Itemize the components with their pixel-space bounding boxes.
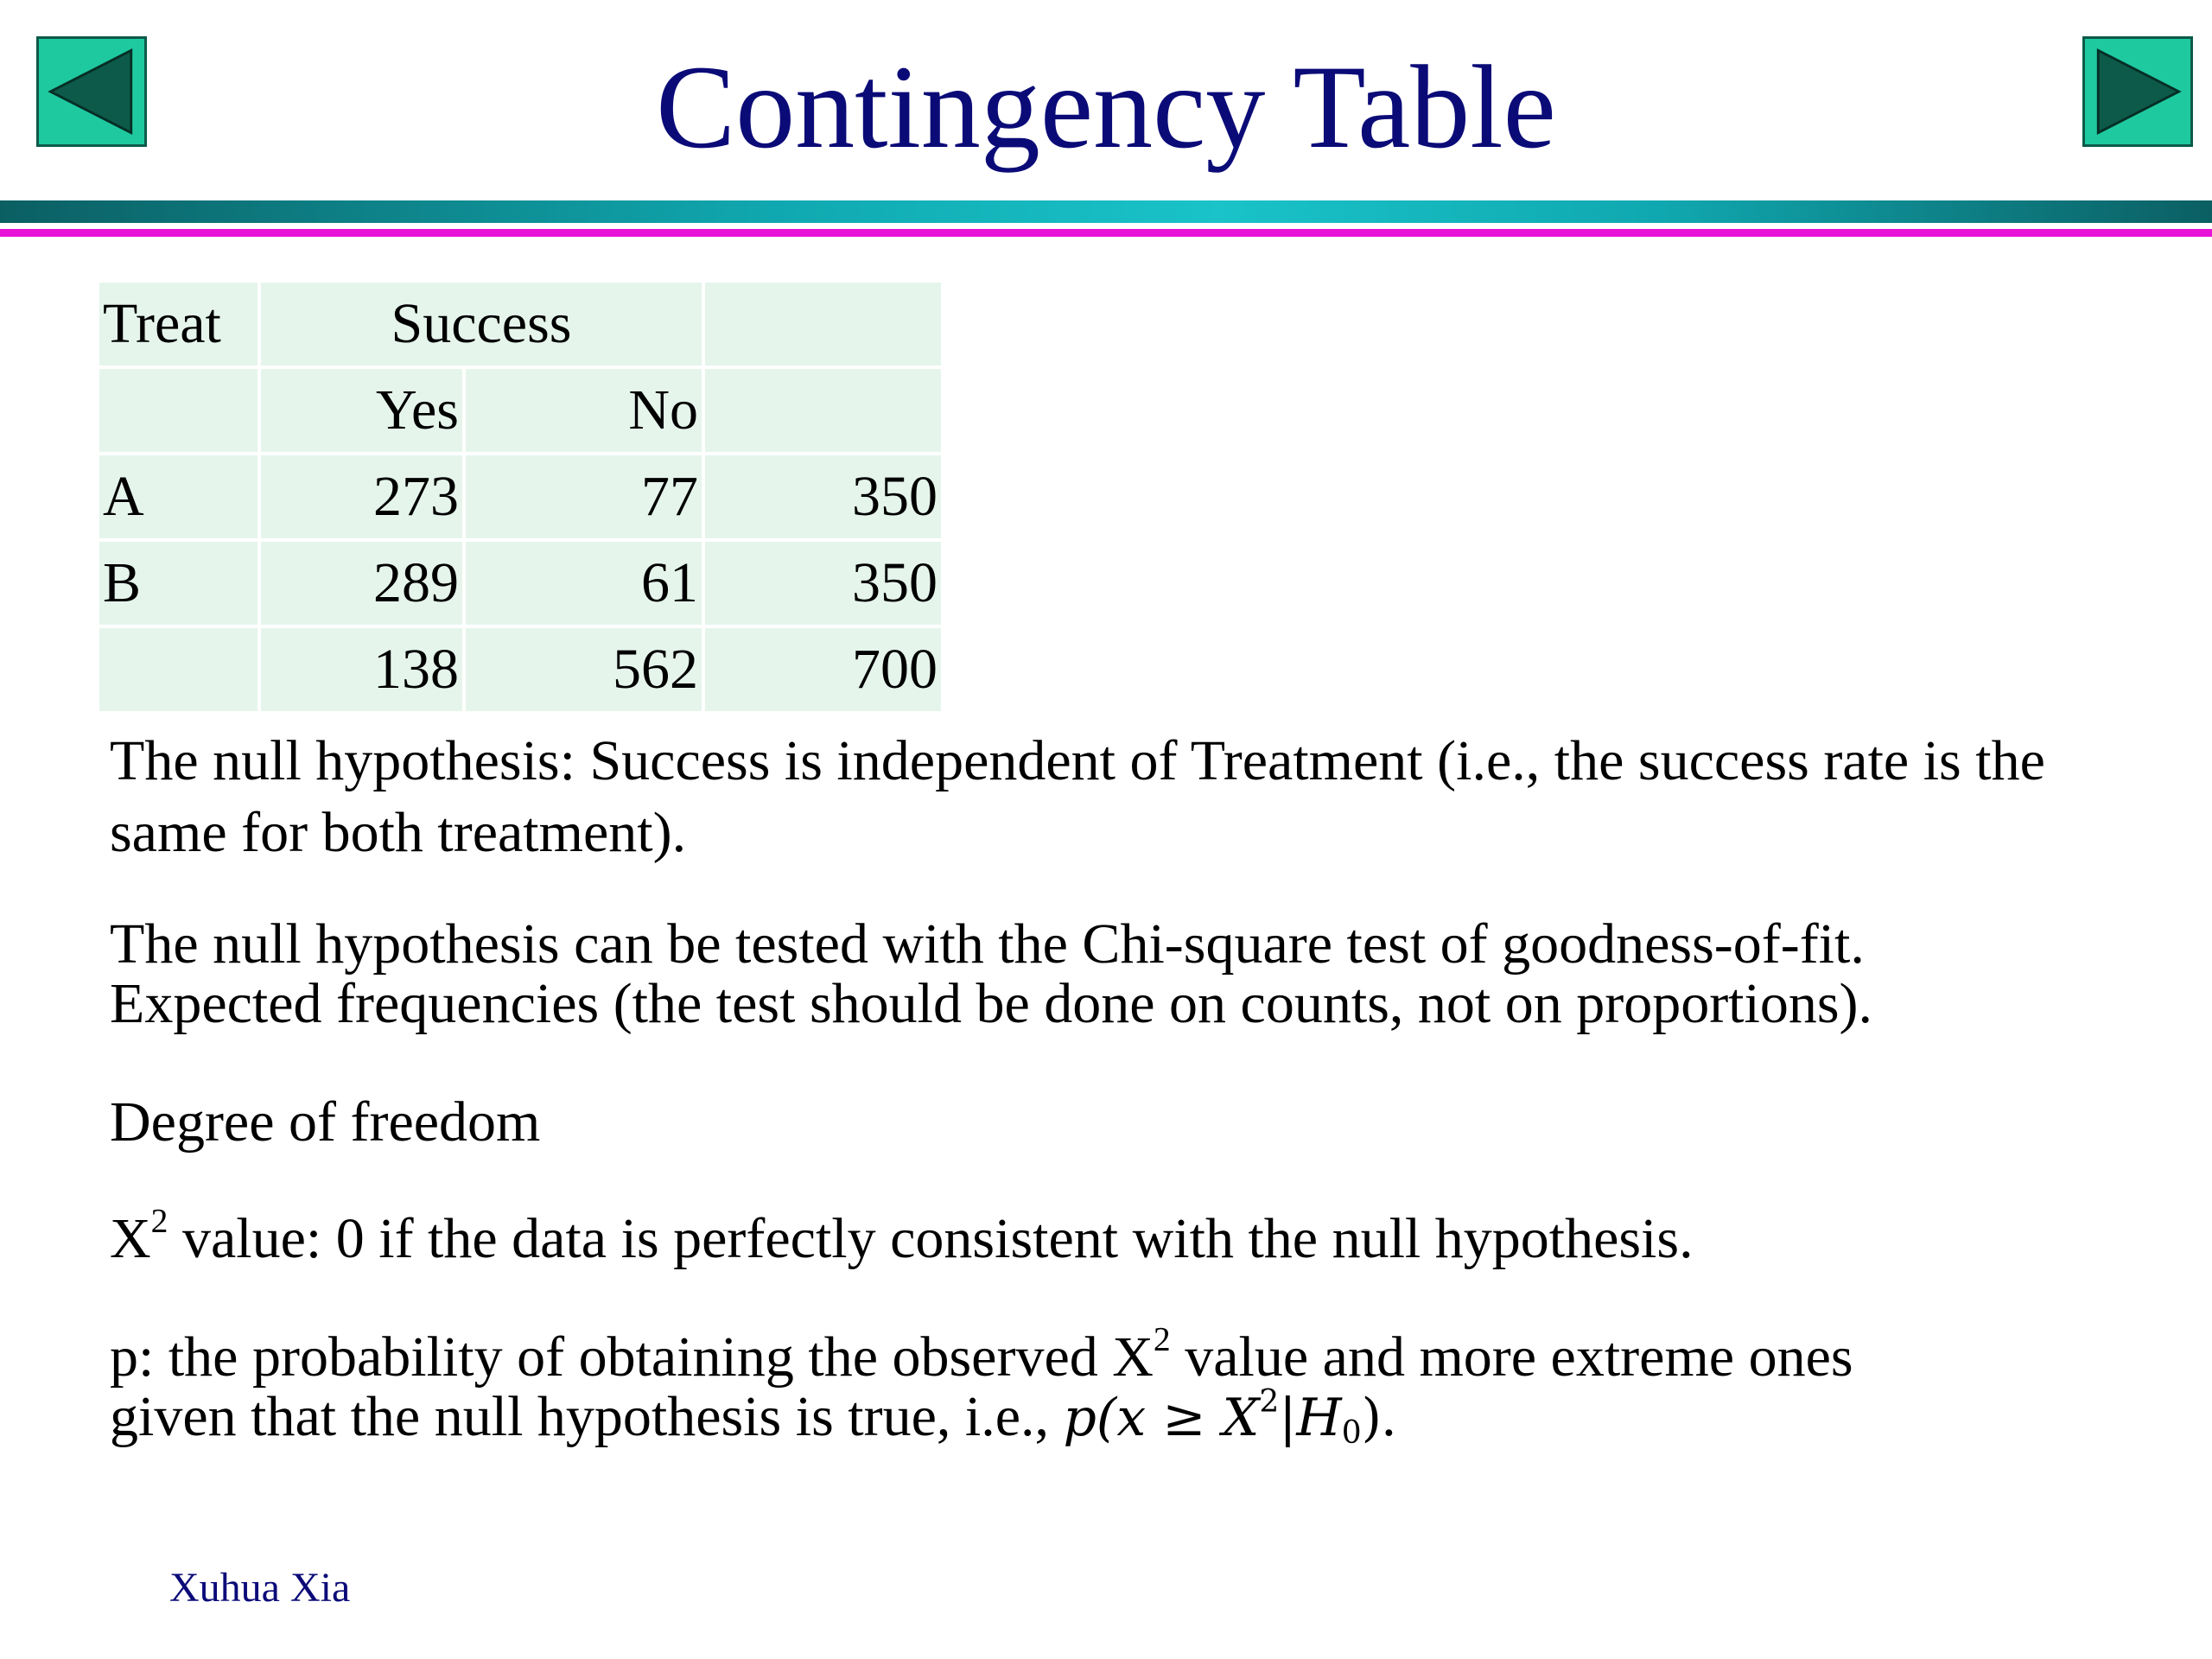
x2-exponent: 2 bbox=[150, 1201, 168, 1240]
cell-total: 350 bbox=[705, 542, 941, 625]
p-value-line-1-b: value and more extreme ones bbox=[1170, 1325, 1853, 1389]
chi-square-line-1: The null hypothesis can be tested with the Chi-square test of goodness-of-fit. bbox=[110, 912, 1865, 976]
header-blank bbox=[705, 283, 941, 365]
cell-grand-total: 700 bbox=[705, 628, 941, 711]
title-divider-teal bbox=[0, 200, 2212, 223]
p-value-text bbox=[110, 1319, 2166, 1452]
title-divider-magenta bbox=[0, 229, 2212, 237]
formula-part-a: p(x ≥ X bbox=[1063, 1388, 1260, 1449]
chi-square-text bbox=[110, 914, 2166, 1034]
p-value-exponent: 2 bbox=[1153, 1319, 1171, 1358]
author-name: Xuhua Xia bbox=[169, 1565, 351, 1611]
degree-of-freedom-text: Degree of freedom bbox=[110, 1090, 541, 1154]
contingency-table bbox=[96, 279, 944, 715]
cell-yes: 273 bbox=[261, 455, 462, 538]
cell-no: 61 bbox=[466, 542, 702, 625]
table-subheader-row bbox=[99, 369, 941, 452]
subheader-blank bbox=[99, 369, 257, 452]
cell-yes: 289 bbox=[261, 542, 462, 625]
formula-part-b: |H bbox=[1279, 1388, 1342, 1449]
table-header-row bbox=[99, 283, 941, 365]
p-value-line-1 bbox=[110, 1319, 2166, 1389]
cell-no-total: 562 bbox=[466, 628, 702, 711]
header-success: Success bbox=[261, 283, 702, 365]
row-label bbox=[99, 628, 257, 711]
p-value-line-1-a: p: the probability of obtaining the observed X bbox=[110, 1325, 1154, 1389]
cell-no: 77 bbox=[466, 455, 702, 538]
formula-exponent: 2 bbox=[1259, 1384, 1280, 1421]
table-totals-row bbox=[99, 628, 941, 711]
row-label: B bbox=[99, 542, 257, 625]
row-label: A bbox=[99, 455, 257, 538]
cell-yes-total: 138 bbox=[261, 628, 462, 711]
table-row bbox=[99, 542, 941, 625]
slide-title: Contingency Table bbox=[656, 41, 1556, 173]
p-value-formula bbox=[1063, 1384, 1382, 1452]
subheader-yes: Yes bbox=[261, 369, 462, 452]
table-row bbox=[99, 455, 941, 538]
x2-symbol: X bbox=[110, 1207, 151, 1270]
x2-value-text bbox=[110, 1201, 2166, 1275]
next-slide-button[interactable] bbox=[2082, 36, 2193, 147]
p-value-period: . bbox=[1382, 1385, 1396, 1449]
formula-subscript: 0 bbox=[1341, 1415, 1362, 1452]
chi-square-line-2: Expected frequencies (the test should be done on counts, not on proportions). bbox=[110, 972, 1873, 1036]
triangle-right-icon bbox=[2085, 39, 2190, 144]
subheader-total bbox=[705, 369, 941, 452]
header-treat: Treat bbox=[99, 283, 257, 365]
cell-total: 350 bbox=[705, 455, 941, 538]
formula-part-c: ) bbox=[1361, 1388, 1382, 1449]
null-hypothesis-text: The null hypothesis: Success is independent of Treatment (i.e., the success rate is the same for both treatment). bbox=[110, 729, 2045, 864]
p-value-line-2 bbox=[110, 1384, 2166, 1452]
subheader-no: No bbox=[466, 369, 702, 452]
x2-description: value: 0 if the data is perfectly consistent with the null hypothesis. bbox=[168, 1207, 1694, 1270]
p-value-line-2-text: given that the null hypothesis is true, i.e., bbox=[110, 1385, 1064, 1449]
